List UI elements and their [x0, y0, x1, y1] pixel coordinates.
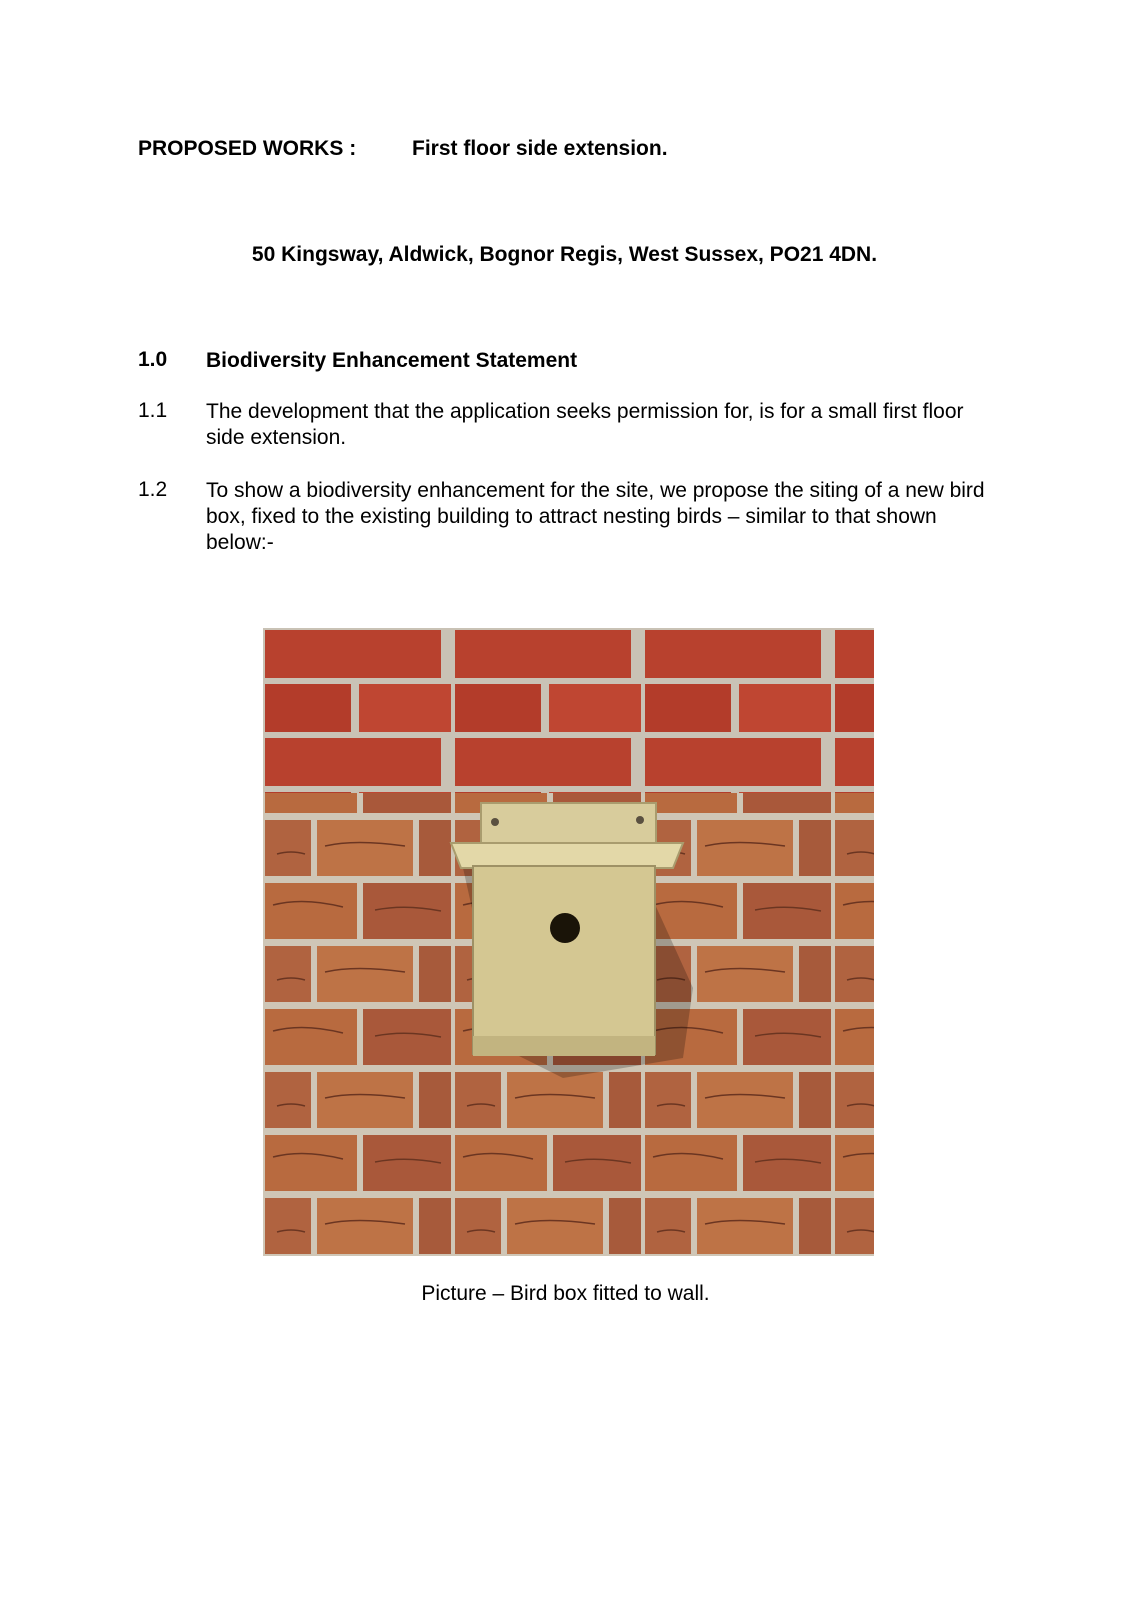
section-number-1-1: 1.1 [138, 399, 168, 422]
figure-caption: Picture – Bird box fitted to wall. [421, 1282, 710, 1305]
proposed-works-label: PROPOSED WORKS : [138, 137, 357, 160]
bird-box-photo [263, 628, 874, 1256]
section-paragraph-1-1: The development that the application seeks permission for, is for a small first floor side extension. [206, 400, 964, 449]
section-number-1-2: 1.2 [138, 478, 168, 501]
section-paragraph-1-2: To show a biodiversity enhancement for the site, we propose the siting of a new bird box, fixed to the existing building to attract nesting birds – similar to that shown below:- [206, 479, 985, 554]
site-address [0, 243, 1131, 267]
section-heading: Biodiversity Enhancement Statement [206, 349, 578, 372]
section-number-1-0: 1.0 [138, 348, 168, 371]
proposed-works-value: First floor side extension. [412, 137, 668, 160]
site-address-text: 50 Kingsway, Aldwick, Bognor Regis, West Sussex, PO21 4DN. [251, 243, 878, 266]
